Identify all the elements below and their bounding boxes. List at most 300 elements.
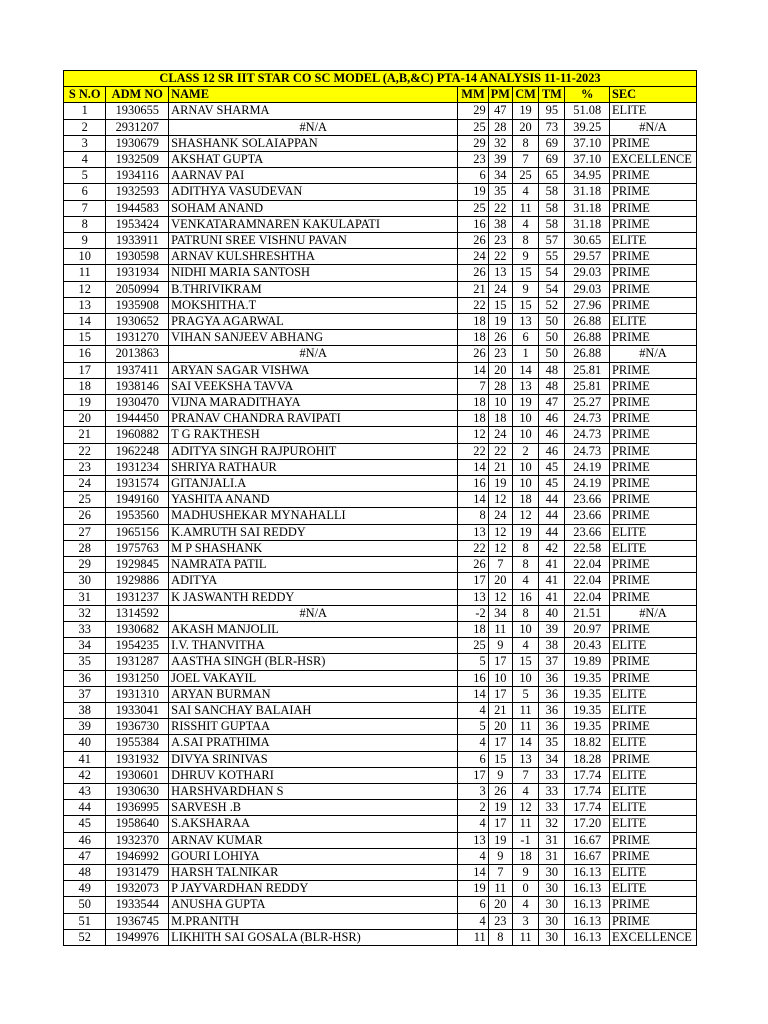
cell-tm: 58 xyxy=(539,216,565,232)
cell-cm: 15 xyxy=(512,297,538,313)
cell-name: JOEL VAKAYIL xyxy=(169,670,458,686)
cell-sec: PRIME xyxy=(609,378,696,394)
cell-name: HARSH TALNIKAR xyxy=(169,864,458,880)
table-row xyxy=(64,832,697,848)
cell-sno: 26 xyxy=(64,508,106,524)
cell-name: #N/A xyxy=(169,346,458,362)
table-row xyxy=(64,492,697,508)
cell-adm-no: 1955384 xyxy=(106,735,169,751)
cell-tm: 44 xyxy=(539,508,565,524)
table-row xyxy=(64,103,697,119)
cell-tm: 45 xyxy=(539,459,565,475)
cell-sec: EXCELLENCE xyxy=(609,929,696,945)
cell-sec: ELITE xyxy=(609,524,696,540)
cell-sno: 41 xyxy=(64,751,106,767)
cell-sno: 39 xyxy=(64,719,106,735)
cell-pm: 10 xyxy=(488,670,512,686)
cell-cm: 10 xyxy=(512,427,538,443)
cell-name: B.THRIVIKRAM xyxy=(169,281,458,297)
cell-sec: ELITE xyxy=(609,540,696,556)
cell-percent: 37.10 xyxy=(565,135,609,151)
cell-percent: 24.73 xyxy=(565,411,609,427)
table-row xyxy=(64,168,697,184)
cell-name: ARNAV KULSHRESHTHA xyxy=(169,249,458,265)
cell-pm: 12 xyxy=(488,589,512,605)
cell-pm: 9 xyxy=(488,767,512,783)
cell-cm: 0 xyxy=(512,881,538,897)
cell-sec: ELITE xyxy=(609,103,696,119)
cell-sno: 33 xyxy=(64,621,106,637)
cell-name: SARVESH .B xyxy=(169,800,458,816)
table-row xyxy=(64,119,697,135)
cell-tm: 44 xyxy=(539,492,565,508)
cell-sno: 31 xyxy=(64,589,106,605)
cell-pm: 17 xyxy=(488,735,512,751)
table-row xyxy=(64,719,697,735)
cell-name: ARYAN BURMAN xyxy=(169,686,458,702)
cell-name: MADHUSHEKAR MYNAHALLI xyxy=(169,508,458,524)
cell-mm: 29 xyxy=(458,103,488,119)
cell-cm: 8 xyxy=(512,540,538,556)
table-row xyxy=(64,443,697,459)
cell-sno: 28 xyxy=(64,540,106,556)
cell-sec: PRIME xyxy=(609,297,696,313)
cell-sno: 29 xyxy=(64,557,106,573)
cell-pm: 7 xyxy=(488,864,512,880)
cell-cm: 4 xyxy=(512,638,538,654)
cell-sno: 12 xyxy=(64,281,106,297)
cell-sec: PRIME xyxy=(609,832,696,848)
cell-name: S.AKSHARAA xyxy=(169,816,458,832)
cell-mm: 26 xyxy=(458,265,488,281)
cell-tm: 41 xyxy=(539,589,565,605)
table-row xyxy=(64,767,697,783)
cell-pm: 26 xyxy=(488,783,512,799)
cell-tm: 31 xyxy=(539,832,565,848)
cell-pm: 15 xyxy=(488,297,512,313)
cell-cm: 7 xyxy=(512,767,538,783)
cell-mm: 22 xyxy=(458,540,488,556)
header-pm: PM xyxy=(488,87,512,103)
cell-percent: 17.20 xyxy=(565,816,609,832)
cell-pm: 17 xyxy=(488,654,512,670)
cell-sno: 46 xyxy=(64,832,106,848)
cell-adm-no: 1935908 xyxy=(106,297,169,313)
cell-tm: 45 xyxy=(539,476,565,492)
cell-pm: 23 xyxy=(488,233,512,249)
table-row xyxy=(64,265,697,281)
cell-adm-no: 1930679 xyxy=(106,135,169,151)
cell-cm: 4 xyxy=(512,216,538,232)
cell-tm: 30 xyxy=(539,897,565,913)
cell-cm: 5 xyxy=(512,686,538,702)
cell-sno: 10 xyxy=(64,249,106,265)
cell-pm: 21 xyxy=(488,702,512,718)
cell-tm: 37 xyxy=(539,654,565,670)
cell-sno: 30 xyxy=(64,573,106,589)
cell-percent: 24.19 xyxy=(565,459,609,475)
table-row xyxy=(64,200,697,216)
cell-pm: 34 xyxy=(488,605,512,621)
cell-cm: 1 xyxy=(512,346,538,362)
header-tm: TM xyxy=(539,87,565,103)
cell-percent: 19.89 xyxy=(565,654,609,670)
cell-tm: 35 xyxy=(539,735,565,751)
table-row xyxy=(64,135,697,151)
cell-sno: 44 xyxy=(64,800,106,816)
cell-adm-no: 1929845 xyxy=(106,557,169,573)
cell-name: SHRIYA RATHAUR xyxy=(169,459,458,475)
cell-adm-no: 1931479 xyxy=(106,864,169,880)
cell-sno: 27 xyxy=(64,524,106,540)
cell-percent: 18.28 xyxy=(565,751,609,767)
cell-pm: 15 xyxy=(488,751,512,767)
cell-sno: 49 xyxy=(64,881,106,897)
cell-sec: PRIME xyxy=(609,443,696,459)
cell-sno: 34 xyxy=(64,638,106,654)
cell-percent: 22.58 xyxy=(565,540,609,556)
table-row xyxy=(64,152,697,168)
cell-adm-no: 1932509 xyxy=(106,152,169,168)
cell-sno: 6 xyxy=(64,184,106,200)
table-row xyxy=(64,314,697,330)
cell-cm: 7 xyxy=(512,152,538,168)
cell-tm: 36 xyxy=(539,702,565,718)
cell-pm: 35 xyxy=(488,184,512,200)
cell-adm-no: 1944583 xyxy=(106,200,169,216)
cell-mm: 16 xyxy=(458,670,488,686)
table-row xyxy=(64,848,697,864)
cell-name: #N/A xyxy=(169,119,458,135)
cell-pm: 10 xyxy=(488,395,512,411)
cell-adm-no: 2931207 xyxy=(106,119,169,135)
cell-sno: 35 xyxy=(64,654,106,670)
cell-cm: 9 xyxy=(512,864,538,880)
cell-cm: 4 xyxy=(512,573,538,589)
cell-sec: #N/A xyxy=(609,605,696,621)
cell-mm: 25 xyxy=(458,638,488,654)
cell-sno: 7 xyxy=(64,200,106,216)
cell-pm: 22 xyxy=(488,249,512,265)
cell-sec: PRIME xyxy=(609,848,696,864)
cell-adm-no: 1960882 xyxy=(106,427,169,443)
cell-pm: 24 xyxy=(488,281,512,297)
cell-sec: PRIME xyxy=(609,168,696,184)
cell-adm-no: 1949160 xyxy=(106,492,169,508)
cell-adm-no: 1930655 xyxy=(106,103,169,119)
cell-cm: 10 xyxy=(512,459,538,475)
cell-sec: ELITE xyxy=(609,735,696,751)
cell-mm: -2 xyxy=(458,605,488,621)
cell-name: MOKSHITHA.T xyxy=(169,297,458,313)
table-row xyxy=(64,897,697,913)
cell-sec: #N/A xyxy=(609,119,696,135)
cell-sec: ELITE xyxy=(609,702,696,718)
cell-adm-no: 1930598 xyxy=(106,249,169,265)
cell-name: ARNAV KUMAR xyxy=(169,832,458,848)
cell-pm: 26 xyxy=(488,330,512,346)
cell-mm: 25 xyxy=(458,119,488,135)
table-row xyxy=(64,670,697,686)
cell-tm: 32 xyxy=(539,816,565,832)
cell-cm: 13 xyxy=(512,378,538,394)
cell-name: ADITHYA VASUDEVAN xyxy=(169,184,458,200)
cell-percent: 26.88 xyxy=(565,314,609,330)
cell-cm: 9 xyxy=(512,281,538,297)
cell-cm: 3 xyxy=(512,913,538,929)
cell-percent: 16.13 xyxy=(565,897,609,913)
cell-sno: 40 xyxy=(64,735,106,751)
cell-name: LIKHITH SAI GOSALA (BLR-HSR) xyxy=(169,929,458,945)
cell-tm: 30 xyxy=(539,864,565,880)
cell-adm-no: 1930601 xyxy=(106,767,169,783)
table-row xyxy=(64,800,697,816)
cell-percent: 19.35 xyxy=(565,686,609,702)
cell-mm: 18 xyxy=(458,621,488,637)
table-row xyxy=(64,605,697,621)
table-row xyxy=(64,411,697,427)
cell-cm: 11 xyxy=(512,719,538,735)
cell-sno: 24 xyxy=(64,476,106,492)
cell-sec: ELITE xyxy=(609,686,696,702)
cell-pm: 23 xyxy=(488,346,512,362)
cell-adm-no: 1958640 xyxy=(106,816,169,832)
table-row xyxy=(64,524,697,540)
cell-sec: PRIME xyxy=(609,589,696,605)
cell-tm: 30 xyxy=(539,913,565,929)
table-row xyxy=(64,573,697,589)
cell-tm: 36 xyxy=(539,670,565,686)
cell-tm: 50 xyxy=(539,314,565,330)
cell-tm: 65 xyxy=(539,168,565,184)
header-adm-no: ADM NO xyxy=(106,87,169,103)
table-row xyxy=(64,589,697,605)
cell-pm: 12 xyxy=(488,524,512,540)
cell-mm: 6 xyxy=(458,168,488,184)
cell-tm: 73 xyxy=(539,119,565,135)
cell-adm-no: 1931250 xyxy=(106,670,169,686)
cell-name: HARSHVARDHAN S xyxy=(169,783,458,799)
cell-name: AKASH MANJOLIL xyxy=(169,621,458,637)
cell-adm-no: 1937411 xyxy=(106,362,169,378)
cell-pm: 28 xyxy=(488,119,512,135)
cell-name: ARYAN SAGAR VISHWA xyxy=(169,362,458,378)
cell-name: #N/A xyxy=(169,605,458,621)
cell-tm: 36 xyxy=(539,719,565,735)
cell-tm: 69 xyxy=(539,135,565,151)
cell-sno: 3 xyxy=(64,135,106,151)
table-row xyxy=(64,476,697,492)
cell-adm-no: 1931574 xyxy=(106,476,169,492)
cell-cm: 20 xyxy=(512,119,538,135)
cell-adm-no: 1930652 xyxy=(106,314,169,330)
cell-sno: 50 xyxy=(64,897,106,913)
cell-cm: 19 xyxy=(512,524,538,540)
cell-sno: 1 xyxy=(64,103,106,119)
table-row xyxy=(64,557,697,573)
cell-name: YASHITA ANAND xyxy=(169,492,458,508)
cell-mm: 4 xyxy=(458,735,488,751)
cell-sno: 52 xyxy=(64,929,106,945)
cell-adm-no: 1953424 xyxy=(106,216,169,232)
cell-tm: 30 xyxy=(539,881,565,897)
cell-name: VENKATARAMNAREN KAKULAPATI xyxy=(169,216,458,232)
cell-cm: 18 xyxy=(512,492,538,508)
cell-percent: 25.81 xyxy=(565,378,609,394)
table-row xyxy=(64,638,697,654)
cell-name: M P SHASHANK xyxy=(169,540,458,556)
cell-sno: 23 xyxy=(64,459,106,475)
cell-name: VIHAN SANJEEV ABHANG xyxy=(169,330,458,346)
table-row xyxy=(64,751,697,767)
cell-percent: 26.88 xyxy=(565,330,609,346)
cell-cm: 4 xyxy=(512,783,538,799)
cell-sec: ELITE xyxy=(609,864,696,880)
cell-mm: 17 xyxy=(458,573,488,589)
cell-sno: 42 xyxy=(64,767,106,783)
cell-name: GITANJALI.A xyxy=(169,476,458,492)
cell-tm: 39 xyxy=(539,621,565,637)
cell-sec: PRIME xyxy=(609,265,696,281)
cell-name: PATRUNI SREE VISHNU PAVAN xyxy=(169,233,458,249)
cell-mm: 6 xyxy=(458,751,488,767)
cell-pm: 19 xyxy=(488,476,512,492)
cell-pm: 7 xyxy=(488,557,512,573)
cell-sec: PRIME xyxy=(609,557,696,573)
cell-name: I.V. THANVITHA xyxy=(169,638,458,654)
table-row xyxy=(64,864,697,880)
cell-pm: 9 xyxy=(488,848,512,864)
cell-mm: 18 xyxy=(458,314,488,330)
cell-name: SOHAM ANAND xyxy=(169,200,458,216)
cell-sno: 25 xyxy=(64,492,106,508)
cell-mm: 25 xyxy=(458,200,488,216)
cell-pm: 11 xyxy=(488,621,512,637)
cell-sec: PRIME xyxy=(609,476,696,492)
table-row xyxy=(64,702,697,718)
cell-tm: 52 xyxy=(539,297,565,313)
cell-sno: 21 xyxy=(64,427,106,443)
cell-sno: 15 xyxy=(64,330,106,346)
cell-name: PRANAV CHANDRA RAVIPATI xyxy=(169,411,458,427)
cell-percent: 31.18 xyxy=(565,200,609,216)
cell-tm: 47 xyxy=(539,395,565,411)
cell-percent: 37.10 xyxy=(565,152,609,168)
cell-pm: 8 xyxy=(488,929,512,945)
cell-adm-no: 1931934 xyxy=(106,265,169,281)
cell-name: PRAGYA AGARWAL xyxy=(169,314,458,330)
cell-pm: 47 xyxy=(488,103,512,119)
cell-cm: 8 xyxy=(512,605,538,621)
cell-adm-no: 1936730 xyxy=(106,719,169,735)
cell-cm: 19 xyxy=(512,395,538,411)
cell-adm-no: 1929886 xyxy=(106,573,169,589)
table-row xyxy=(64,297,697,313)
cell-tm: 34 xyxy=(539,751,565,767)
cell-mm: 14 xyxy=(458,492,488,508)
cell-pm: 11 xyxy=(488,881,512,897)
cell-cm: 16 xyxy=(512,589,538,605)
cell-name: GOURI LOHIYA xyxy=(169,848,458,864)
cell-cm: 14 xyxy=(512,735,538,751)
cell-name: VIJNA MARADITHAYA xyxy=(169,395,458,411)
cell-cm: 12 xyxy=(512,800,538,816)
cell-percent: 23.66 xyxy=(565,508,609,524)
table-row xyxy=(64,913,697,929)
cell-mm: 21 xyxy=(458,281,488,297)
cell-sno: 5 xyxy=(64,168,106,184)
cell-adm-no: 1933544 xyxy=(106,897,169,913)
cell-sec: PRIME xyxy=(609,719,696,735)
cell-pm: 21 xyxy=(488,459,512,475)
cell-pm: 17 xyxy=(488,816,512,832)
cell-sno: 16 xyxy=(64,346,106,362)
cell-cm: 15 xyxy=(512,654,538,670)
cell-mm: 6 xyxy=(458,897,488,913)
cell-tm: 58 xyxy=(539,200,565,216)
cell-sec: #N/A xyxy=(609,346,696,362)
cell-name: SAI SANCHAY BALAIAH xyxy=(169,702,458,718)
cell-sno: 17 xyxy=(64,362,106,378)
header-sno: S N.O xyxy=(64,87,106,103)
table-row xyxy=(64,281,697,297)
cell-cm: 11 xyxy=(512,816,538,832)
cell-name: M.PRANITH xyxy=(169,913,458,929)
cell-pm: 24 xyxy=(488,427,512,443)
cell-percent: 17.74 xyxy=(565,800,609,816)
cell-tm: 33 xyxy=(539,767,565,783)
header-mm: MM xyxy=(458,87,488,103)
cell-cm: 4 xyxy=(512,184,538,200)
cell-mm: 11 xyxy=(458,929,488,945)
cell-pm: 39 xyxy=(488,152,512,168)
cell-cm: 8 xyxy=(512,233,538,249)
cell-cm: 12 xyxy=(512,508,538,524)
cell-cm: 13 xyxy=(512,314,538,330)
cell-mm: 22 xyxy=(458,443,488,459)
table-row xyxy=(64,654,697,670)
cell-sec: PRIME xyxy=(609,281,696,297)
cell-percent: 25.81 xyxy=(565,362,609,378)
table-body xyxy=(64,103,697,946)
table-row xyxy=(64,346,697,362)
table-row xyxy=(64,184,697,200)
table-row xyxy=(64,783,697,799)
cell-sno: 11 xyxy=(64,265,106,281)
table-row xyxy=(64,459,697,475)
cell-percent: 31.18 xyxy=(565,216,609,232)
cell-tm: 40 xyxy=(539,605,565,621)
cell-pm: 9 xyxy=(488,638,512,654)
cell-sec: ELITE xyxy=(609,783,696,799)
cell-mm: 14 xyxy=(458,864,488,880)
cell-percent: 51.08 xyxy=(565,103,609,119)
cell-mm: 19 xyxy=(458,881,488,897)
table-row xyxy=(64,330,697,346)
cell-mm: 24 xyxy=(458,249,488,265)
header-row xyxy=(64,87,697,103)
cell-sec: PRIME xyxy=(609,459,696,475)
cell-tm: 41 xyxy=(539,557,565,573)
cell-pm: 12 xyxy=(488,540,512,556)
cell-pm: 18 xyxy=(488,411,512,427)
cell-tm: 46 xyxy=(539,427,565,443)
cell-percent: 22.04 xyxy=(565,573,609,589)
cell-pm: 20 xyxy=(488,573,512,589)
cell-sno: 37 xyxy=(64,686,106,702)
cell-sno: 20 xyxy=(64,411,106,427)
cell-sno: 14 xyxy=(64,314,106,330)
